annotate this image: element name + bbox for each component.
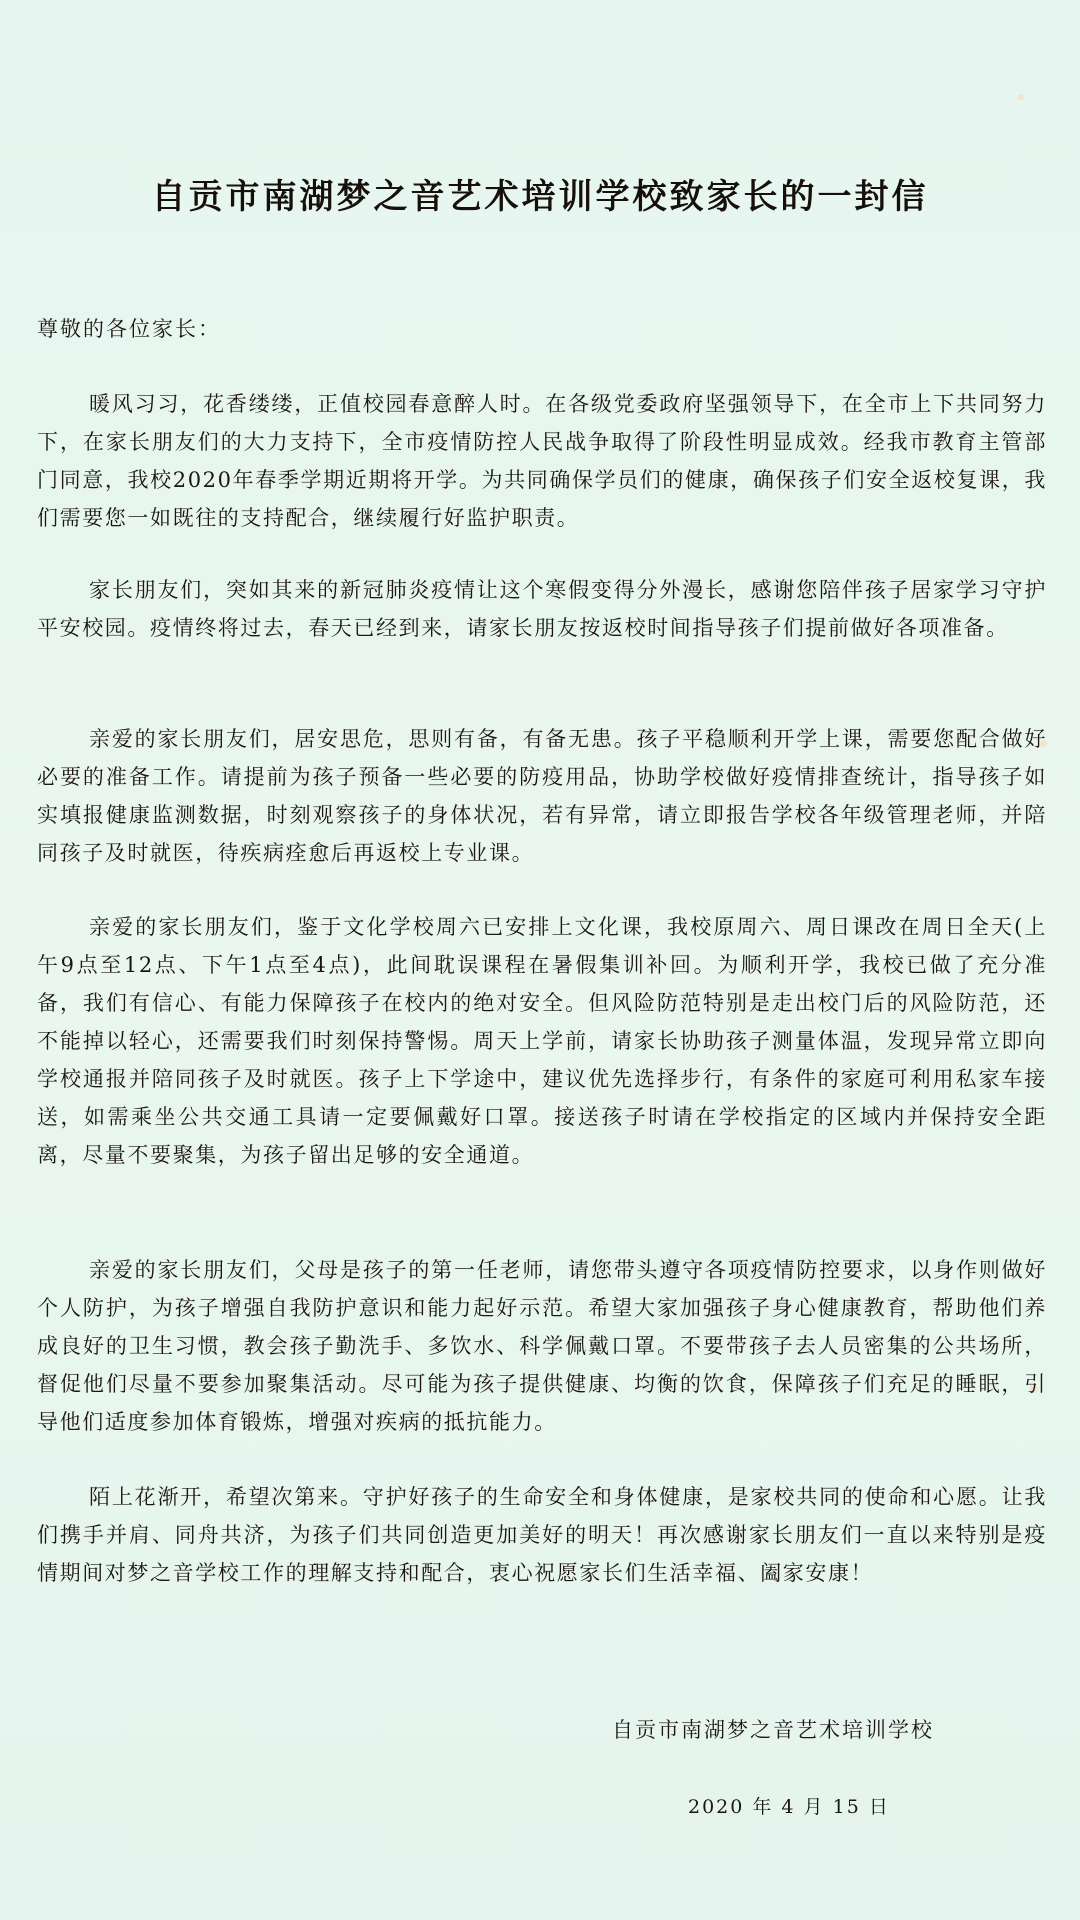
paragraph: 亲爱的家长朋友们，鉴于文化学校周六已安排上文化课，我校原周六、周日课改在周日全天(上午9点至12点、下午1点至4点)，此间耽误课程在暑假集训补回。为顺利开学，我校已做了充分准备，我们有信心、有能力保障孩子在校内的绝对安全。但风险防范特别是走出校门后的风险防范，还不能掉以轻心，还需要我们时刻保持警惕。周天上学前，请家长协助孩子测量体温，发现异常立即向学校通报并陪同孩子及时就医。孩子上下学途中，建议优先选择步行，有条件的家庭可利用私家车接送，如需乘坐公共交通工具请一定要佩戴好口罩。接送孩子时请在学校指定的区域内并保持安全距离，尽量不要聚集，为孩子留出足够的安全通道。 bbox=[37, 915, 1047, 1167]
paper-fleck bbox=[1018, 94, 1024, 100]
paragraph: 亲爱的家长朋友们，父母是孩子的第一任老师，请您带头遵守各项疫情防控要求，以身作则做好个人防护，为孩子增强自我防护意识和能力起好示范。希望大家加强孩子身心健康教育，帮助他们养成良好的卫生习惯，教会孩子勤洗手、多饮水、科学佩戴口罩。不要带孩子去人员密集的公共场所，督促他们尽量不要参加聚集活动。尽可能为孩子提供健康、均衡的饮食，保障孩子们充足的睡眠，引导他们适度参加体育锻炼，增强对疾病的抵抗能力。 bbox=[37, 1258, 1047, 1434]
greeting: 尊敬的各位家长： bbox=[37, 317, 221, 341]
letter-date: 2020 年 4 月 15 日 bbox=[688, 1796, 890, 1818]
signature: 自贡市南湖梦之音艺术培训学校 bbox=[612, 1718, 934, 1742]
paragraph: 陌上花渐开，希望次第来。守护好孩子的生命安全和身体健康，是家校共同的使命和心愿。让我们携手并肩、同舟共济，为孩子们共同创造更加美好的明天！再次感谢家长朋友们一直以来特别是疫情期间对梦之音学校工作的理解支持和配合，衷心祝愿家长们生活幸福、阖家安康！ bbox=[37, 1485, 1047, 1585]
paragraph: 家长朋友们，突如其来的新冠肺炎疫情让这个寒假变得分外漫长，感谢您陪伴孩子居家学习守护平安校园。疫情终将过去，春天已经到来，请家长朋友按返校时间指导孩子们提前做好各项准备。 bbox=[37, 578, 1047, 640]
letter-title: 自贡市南湖梦之音艺术培训学校致家长的一封信 bbox=[151, 177, 929, 217]
paragraph: 暖风习习，花香缕缕，正值校园春意醉人时。在各级党委政府坚强领导下，在全市上下共同努力下，在家长朋友们的大力支持下，全市疫情防控人民战争取得了阶段性明显成效。经我市教育主管部门同意，我校2020年春季学期近期将开学。为共同确保学员们的健康，确保孩子们安全返校复课，我们需要您一如既往的支持配合，继续履行好监护职责。 bbox=[37, 392, 1047, 530]
paragraph: 亲爱的家长朋友们，居安思危，思则有备，有备无患。孩子平稳顺利开学上课，需要您配合做好必要的准备工作。请提前为孩子预备一些必要的防疫用品，协助学校做好疫情排查统计，指导孩子如实填报健康监测数据，时刻观察孩子的身体状况，若有异常，请立即报告学校各年级管理老师，并陪同孩子及时就医，待疾病痊愈后再返校上专业课。 bbox=[37, 727, 1047, 865]
